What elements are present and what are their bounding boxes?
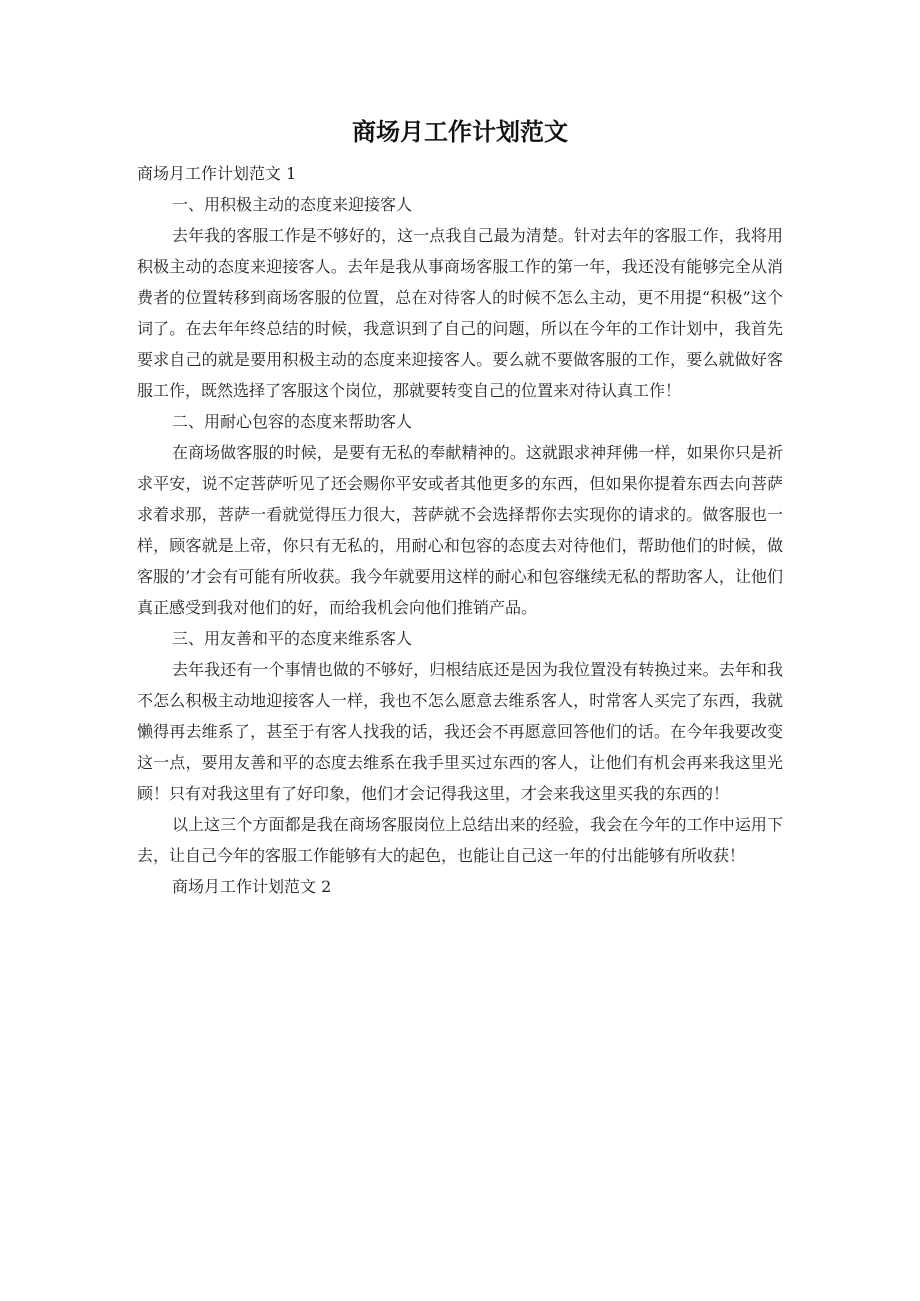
document-body [137, 158, 783, 902]
subtitle-1: 商场月工作计划范文 1 [137, 164, 297, 183]
section-3-heading: 三、用友善和平的态度来维系客人 [172, 629, 413, 648]
subtitle-2: 商场月工作计划范文 2 [172, 877, 332, 896]
section-3-paragraph: 去年我还有一个事情也做的不够好，归根结底还是因为我位置没有转换过来。去年和我不怎么积极主动地迎接客人一样，我也不怎么愿意去维系客人，时常客人买完了东西，我就懒得再去维系了，甚至于有客人找我的话，我还会不再愿意回答他们的话。在今年我要改变这一点，要用友善和平的态度去维系在我手里买过东西的客人，让他们有机会再来我这里光顾！只有对我这里有了好印象，他们才会记得我这里，才会来我这里买我的东西的！ [137, 660, 783, 803]
section-1-paragraph: 去年我的客服工作是不够好的，这一点我自己最为清楚。针对去年的客服工作，我将用积极主动的态度来迎接客人。去年是我从事商场客服工作的第一年，我还没有能够完全从消费者的位置转移到商场客服的位置，总在对待客人的时候不怎么主动，更不用提“积极”这个词了。在去年年终总结的时候，我意识到了自己的问题，所以在今年的工作计划中，我首先要求自己的就是要用积极主动的态度来迎接客人。要么就不要做客服的工作，要么就做好客服工作，既然选择了客服这个岗位，那就要转变自己的位置来对待认真工作！ [137, 226, 783, 400]
section-2-heading: 二、用耐心包容的态度来帮助客人 [172, 412, 413, 431]
closing-paragraph: 以上这三个方面都是我在商场客服岗位上总结出来的经验，我会在今年的工作中运用下去，让自己今年的客服工作能够有大的起色，也能让自己这一年的付出能够有所收获！ [137, 815, 783, 865]
document-title: 商场月工作计划范文 [352, 118, 568, 146]
section-2-paragraph: 在商场做客服的时候，是要有无私的奉献精神的。这就跟求神拜佛一样，如果你只是祈求平安，说不定菩萨听见了还会赐你平安或者其他更多的东西，但如果你提着东西去向菩萨求着求那，菩萨一看就觉得压力很大，菩萨就不会选择帮你去实现你的请求的。做客服也一样，顾客就是上帝，你只有无私的，用耐心和包容的态度去对待他们，帮助他们的时候，做客服的’才会有可能有所收获。我今年就要用这样的耐心和包容继续无私的帮助客人，让他们真正感受到我对他们的好，而给我机会向他们推销产品。 [137, 443, 783, 617]
section-1-heading: 一、用积极主动的态度来迎接客人 [172, 195, 413, 214]
